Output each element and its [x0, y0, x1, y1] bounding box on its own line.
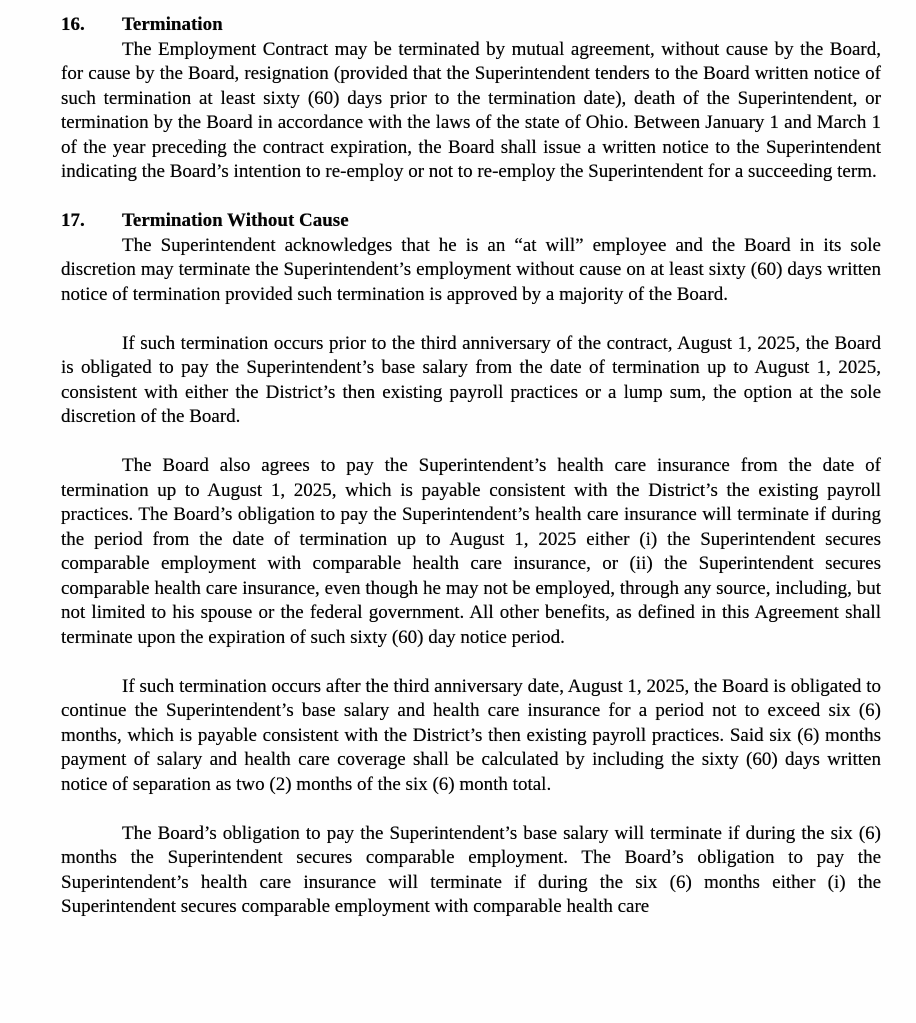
paragraph: If such termination occurs prior to the third anniversary of the contract, August 1, 2025, the Board is obligated to pay the Superintendent’s base salary from the date of termination up to August 1, 2025, consistent with either the District’s then existing payroll practices or a lump sum, the option at the sole discretion of the Board. — [61, 332, 881, 427]
paragraph: If such termination occurs after the third anniversary date, August 1, 2025, the Board is obligated to continue the Superintendent’s base salary and health care insurance for a period not to exceed six (6) months, which is payable consistent with the District’s then existing payroll practices. Said six (6) months payment of salary and health care coverage shall be calculated by including the sixty (60) days written notice of separation as two (2) months of the six (6) month total. — [61, 675, 881, 795]
paragraph: The Employment Contract may be terminated by mutual agreement, without cause by the Board, for cause by the Board, resignation (provided that the Superintendent tenders to the Board written notice of such termination at least sixty (60) days prior to the termination date), death of the Superintendent, or termination by the Board in accordance with the laws of the state of Ohio. Between January 1 and March 1 of the year preceding the contract expiration, the Board shall issue a written notice to the Superintendent indicating the Board’s intention to re-employ or not to re-employ the Superintendent for a succeeding term. — [61, 38, 881, 182]
section-heading — [61, 13, 881, 38]
section-title: Termination — [122, 14, 223, 35]
section-heading — [61, 209, 881, 234]
paragraph: The Board also agrees to pay the Superintendent’s health care insurance from the date of termination up to August 1, 2025, which is payable consistent with the District’s the existing payroll practices. The Board’s obligation to pay the Superintendent’s health care insurance will terminate if during the period from the date of termination up to August 1, 2025 either (i) the Superintendent secures comparable employment with comparable health care insurance, or (ii) the Superintendent secures comparable health care insurance, even though he may not be employed, through any source, including, but not limited to his spouse or the federal government. All other benefits, as defined in this Agreement shall terminate upon the expiration of such sixty (60) day notice period. — [61, 455, 881, 648]
section-termination — [61, 13, 881, 185]
section-termination-without-cause — [61, 209, 881, 920]
paragraph: The Superintendent acknowledges that he is an “at will” employee and the Board in its sole discretion may terminate the Superintendent’s employment without cause on at least sixty (60) days written notice of termination provided such termination is approved by a majority of the Board. — [61, 234, 881, 305]
section-title: Termination Without Cause — [122, 210, 349, 231]
section-number: 17. — [61, 210, 85, 231]
paragraph: The Board’s obligation to pay the Superintendent’s base salary will terminate if during the six (6) months the Superintendent secures comparable employment. The Board’s obligation to pay the Superintendent’s health care insurance will terminate if during the six (6) months either (i) the Superintendent secures comparable employment with comparable health care — [61, 822, 881, 917]
section-number: 16. — [61, 14, 85, 35]
